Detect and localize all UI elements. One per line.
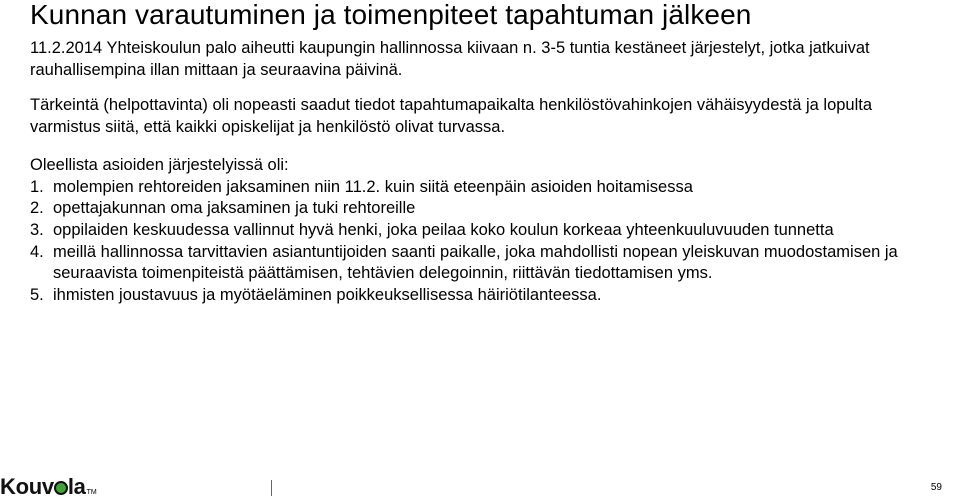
list-item-number: 5.	[30, 286, 44, 305]
spacer	[30, 139, 935, 155]
footer-divider	[271, 480, 272, 496]
list-item-text: meillä hallinnossa tarvittavien asiantuntijoiden saanti paikalle, joka mahdollisti nopean yleiskuvan muodostamisen ja seuraavista toimenpiteistä päättämisen, tehtävien delegoinnin, riittävän tiedottamisen yms.	[53, 242, 898, 283]
intro-paragraph: 11.2.2014 Yhteiskoulun palo aiheutti kaupungin hallinnossa kiivaan n. 3-5 tuntia kestäneet järjestelyt, jotka jatkuivat rauhallisempina illan mittaan ja seuraavina päivinä.	[30, 39, 870, 79]
list-item-number: 3.	[30, 220, 44, 239]
list-item-text: opettajakunnan oma jaksaminen ja tuki rehtoreille	[53, 199, 416, 218]
spacer	[30, 81, 935, 95]
key-finding-paragraph: Tärkeintä (helpottavinta) oli nopeasti saadut tiedot tapahtumapaikalta henkilöstövahinkojen vähäisyydestä ja lopulta varmistus siitä, että kaikki opiskelijat ja henkilöstö olivat turvassa.	[30, 96, 873, 137]
slide-content	[30, 38, 935, 307]
numbered-list	[30, 177, 935, 307]
list-item	[30, 285, 935, 307]
list-item-number: 4.	[30, 242, 44, 261]
slide-title: Kunnan varautuminen ja toimenpiteet tapahtuman jälkeen	[30, 0, 752, 30]
page-number: 59	[930, 482, 942, 493]
list-item-text: molempien rehtoreiden jaksaminen niin 11.2. kuin siitä eteenpäin asioiden hoitamisessa	[53, 177, 693, 196]
trademark-mark: TM	[86, 489, 97, 496]
list-item-text: oppilaiden keskuudessa vallinnut hyvä henki, joka peilaa koko koulun korkeaa yhteenkuuluvuuden tunnetta	[53, 220, 834, 239]
list-item-text: ihmisten joustavuus ja myötäeläminen poikkeuksellisessa häiriötilanteessa.	[53, 286, 602, 305]
logo-o-icon	[54, 481, 68, 495]
list-item	[30, 242, 935, 285]
list-item	[30, 220, 935, 242]
list-item-number: 1.	[30, 177, 44, 196]
logo-text-start: Kouv	[0, 474, 54, 499]
list-heading: Oleellista asioiden järjestelyissä oli:	[30, 155, 289, 174]
logo-text-end: la	[67, 474, 86, 499]
list-item-number: 2.	[30, 199, 44, 218]
kouvola-logo	[0, 476, 97, 498]
list-item	[30, 198, 935, 220]
list-item	[30, 177, 935, 199]
